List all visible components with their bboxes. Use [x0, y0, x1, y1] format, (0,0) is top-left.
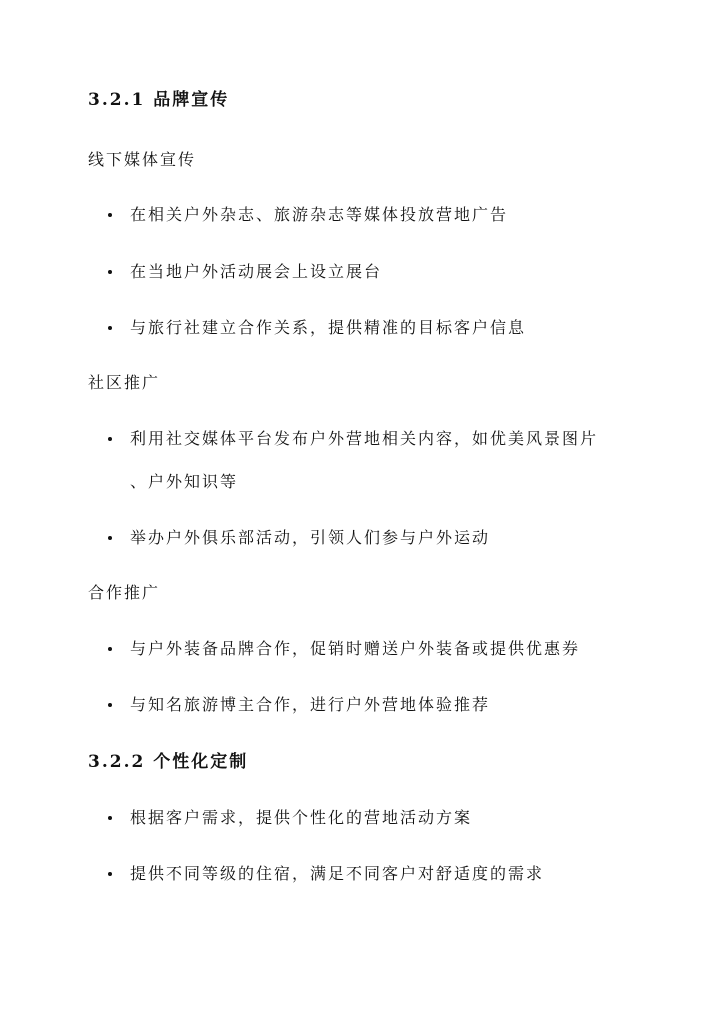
bullet-icon: [108, 437, 112, 441]
bullet-icon: [108, 326, 112, 330]
list-item-text: 举办户外俱乐部活动，引领人们参与户外运动: [130, 528, 491, 547]
bullet-icon: [108, 816, 112, 820]
list-item-text: 根据客户需求，提供个性化的营地活动方案: [130, 808, 473, 827]
list-item-text: 与户外装备品牌合作，促销时赠送户外装备或提供优惠券: [130, 639, 581, 658]
section-heading-personalized-customization: 3.2.2 个性化定制: [88, 752, 249, 772]
list-item-text: 提供不同等级的住宿，满足不同客户对舒适度的需求: [130, 864, 545, 883]
list-item-text: 利用社交媒体平台发布户外营地相关内容，如优美风景图片: [130, 429, 599, 448]
bullet-icon: [108, 270, 112, 274]
subheading-cooperation-promotion: 合作推广: [88, 583, 161, 602]
bullet-icon: [108, 536, 112, 540]
bullet-icon: [108, 213, 112, 217]
bullet-icon: [108, 647, 112, 651]
bullet-icon: [108, 703, 112, 707]
list-item-text: 在相关户外杂志、旅游杂志等媒体投放营地广告: [130, 205, 509, 224]
subheading-community-promotion: 社区推广: [88, 373, 161, 392]
list-item-text: 在当地户外活动展会上设立展台: [130, 262, 383, 281]
list-item-continuation: 、户外知识等: [130, 472, 239, 491]
subheading-offline-media: 线下媒体宣传: [88, 150, 197, 169]
section-heading-brand-promotion: 3.2.1 品牌宣传: [88, 90, 230, 110]
list-item-text: 与知名旅游博主合作，进行户外营地体验推荐: [130, 695, 491, 714]
bullet-icon: [108, 872, 112, 876]
list-item-text: 与旅行社建立合作关系，提供精准的目标客户信息: [130, 318, 527, 337]
